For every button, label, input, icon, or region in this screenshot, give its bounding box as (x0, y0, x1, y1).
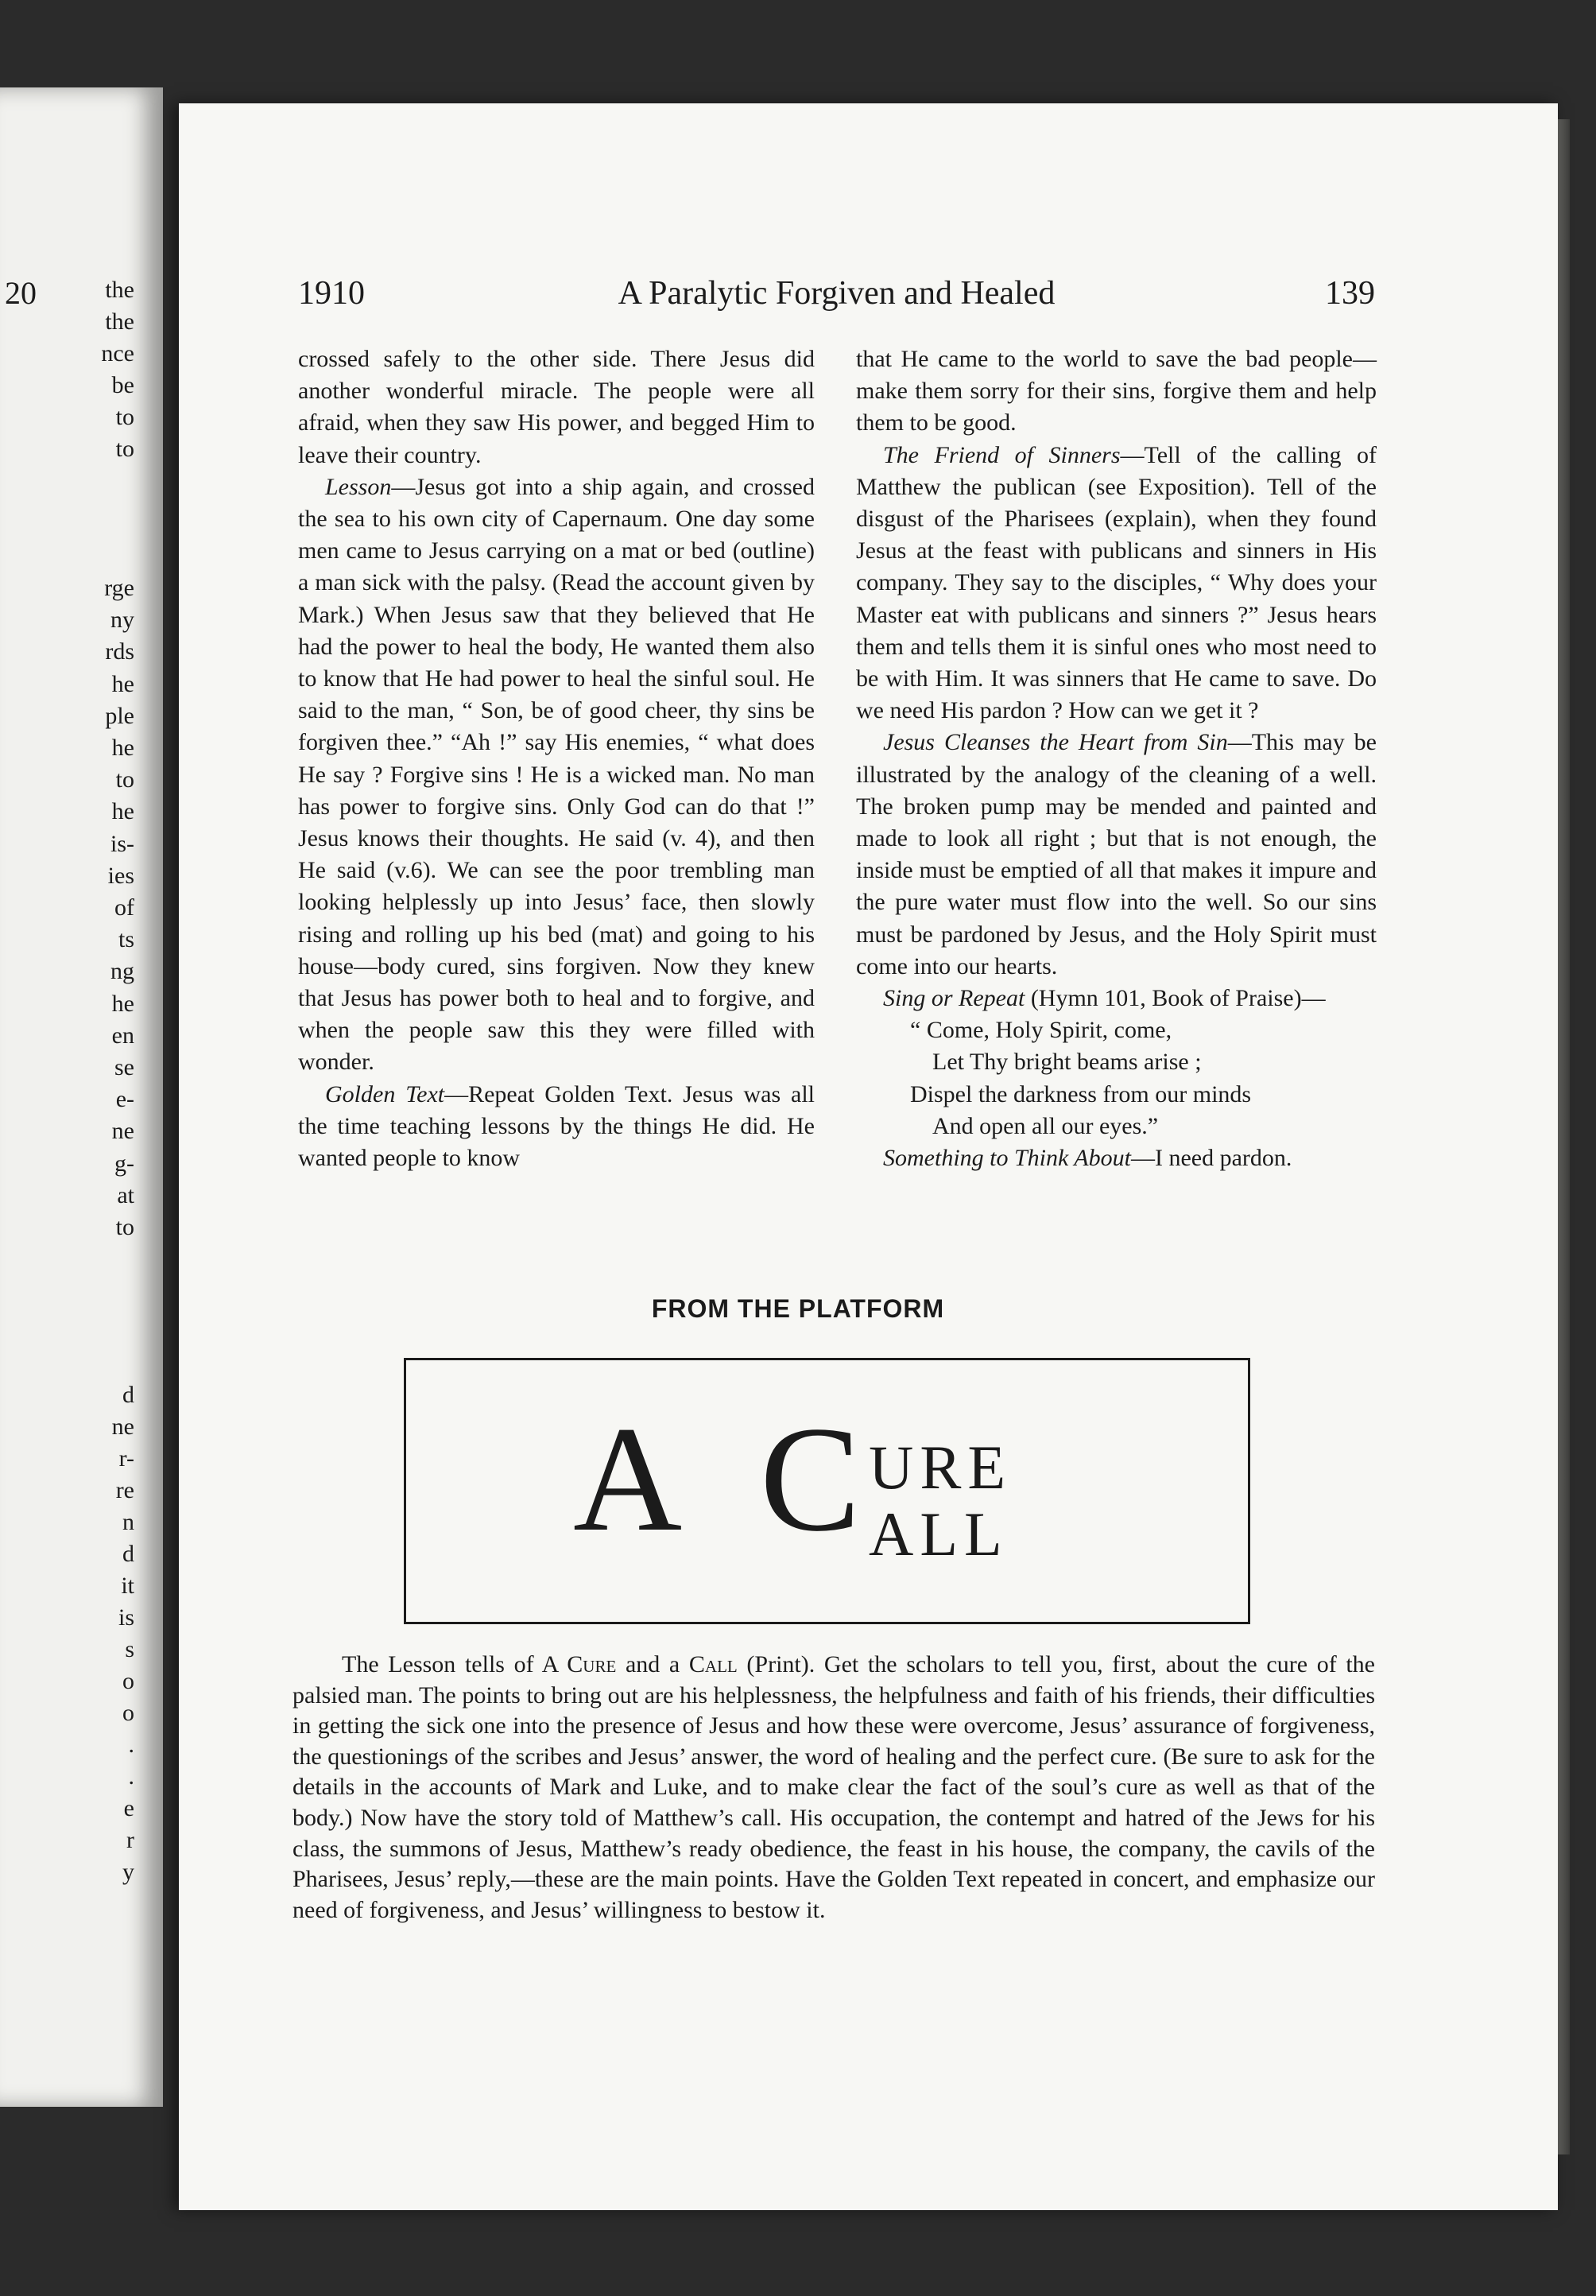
verse-line: Let Thy bright beams arise ; (932, 1049, 1202, 1076)
facing-page-fragment: ng (110, 958, 134, 985)
paragraph-text: —This may be illustrated by the analogy of the cleaning of a well. The broken pump may be mended and painted and made to look all right ; but that is not enough, the inside must be emptied of all that makes it impure and the pure water must flow into the well. So our sins must be pardoned by Jesus, and the Holy Spirit must come into our hearts. (856, 729, 1377, 979)
facing-page-fragment: be (111, 372, 134, 398)
paragraph-lead: Jesus Cleanses the Heart from Sin (883, 729, 1228, 756)
paragraph (856, 1142, 1377, 1174)
facing-page-fragment: it (121, 1573, 134, 1599)
paragraph-lead: The Friend of Sinners (883, 441, 1121, 468)
facing-page-fragment: he (111, 798, 134, 825)
facing-page-fragment: r- (118, 1445, 134, 1472)
facing-page-fragment: nce (101, 340, 134, 367)
verse-line: And open all our eyes.” (932, 1112, 1159, 1139)
platform-box (404, 1358, 1250, 1624)
paragraph-text: (Hymn 101, Book of Praise)— (1025, 985, 1326, 1012)
text: (Print). Get the scholars to tell you, first, about the cure of the palsied man. The points to bring out are his helplessness, the helpfulness and faith of his friends, their difficulties in getting the sick one into the presence of Jesus and how these were overcome, Jesus’ assurance of forgiveness, the questionings of the scribes and Jesus’ answer, the word of healing and the perfect cure. (Be sure to ask for the details in the accounts of Mark and Luke, and to make clear the fact of the soul’s cure as well as that of the body.) Now have the story told of Matthew’s call. His occupation, the contempt and hatred of the Jews for his class, the summons of Jesus, Matthew’s ready obedience, the feast in his house, the company, the cavils of the Pharisees, Jesus’ reply,—these are the main points. Have the Golden Text repeated in concert, and emphasize our need of forgiveness, and Jesus’ willingness to bestow it. (292, 1651, 1375, 1923)
facing-page-fragment: at (117, 1181, 134, 1208)
platform-letter-a: A (573, 1396, 683, 1563)
header-title: A Paralytic Forgiven and Healed (618, 275, 1056, 312)
platform-letter-c: C (760, 1396, 861, 1563)
paragraph-lead: Lesson (325, 473, 392, 500)
facing-page-fragment: d (122, 1541, 134, 1567)
facing-page-fragment: . (128, 1763, 134, 1790)
facing-page-fragment: he (111, 670, 134, 697)
facing-page-fragment: n (122, 1509, 134, 1535)
facing-page-fragment: ple (105, 702, 134, 729)
paragraph-lead: Something to Think About (883, 1145, 1131, 1172)
verse-line: Dispel the darkness from our minds (910, 1080, 1252, 1107)
paragraph-text: —I need pardon. (1130, 1145, 1292, 1172)
facing-page-fragment: ies (107, 862, 134, 889)
facing-page-fragment: s (125, 1636, 134, 1662)
facing-page-fragment: en (111, 1022, 134, 1049)
header-year: 1910 (298, 275, 365, 312)
text-cure: Cure (567, 1651, 617, 1677)
facing-page-fragment: rds (105, 638, 134, 665)
paragraph: crossed safely to the other side. There Jesus did another wonderful miracle. The people were all afraid, when they saw His power, and begged Him to leave their country. (298, 346, 815, 468)
facing-page-fragment: is- (110, 830, 134, 857)
facing-page-fragment: is (118, 1604, 134, 1631)
facing-page-fragment: re (115, 1477, 134, 1503)
paragraph-lead: Golden Text (325, 1080, 445, 1107)
paragraph-text: —Jesus got into a ship again, and crossed the sea to his own city of Capernaum. One day some men came to Jesus carrying on a mat or bed (outline) a man sick with the palsy. (Read the account given by Mark.) When Jesus saw that they believed that He had the power to heal the body, He wanted them also to know that He had power to heal the sinful soul. He said to the man, “ Son, be of good cheer, thy sins be forgiven thee.” “Ah !” say His enemies, “ what does He say ? Forgive sins ! He is a wicked man. No man has power to forgive sins. Only God can do that !” Jesus knows their thoughts. He said (v. 4), and then He said (v.6). We can see the poor trembling man looking helplessly up into Jesus’ face, then slowly rising and rolling up his bed (mat) and going to his house—body cured, sins forgiven. Now they knew that Jesus has power both to heal and to forgive, and when the people saw this they were filled with wonder. (298, 473, 815, 1076)
paragraph (856, 983, 1377, 1014)
facing-page-fragment: g- (114, 1150, 134, 1177)
paragraph-lead: Sing or Repeat (883, 985, 1025, 1012)
facing-page-fragment: . (128, 1732, 134, 1758)
paragraph (292, 1650, 1375, 1926)
facing-page-fragment: to (115, 404, 134, 430)
paragraph (856, 727, 1377, 983)
facing-page-fragment: y (122, 1859, 134, 1885)
facing-page-fragment: ne (111, 1118, 134, 1145)
paragraph (856, 440, 1377, 727)
facing-page (0, 87, 163, 2107)
facing-page-fragment: d (122, 1382, 134, 1408)
facing-page-fragment: e (123, 1795, 134, 1821)
facing-page-number: 20 (5, 275, 37, 311)
paragraph-text: —Tell of the calling of Matthew the publican (see Exposition). Tell of the disgust of the Pharisees (explain), when they found Jesus at the feast with publicans and sinners in His company. They say to the disciples, “ Why does your Master eat with publicans and sinners ?” Jesus hears them and tells them it is sinful ones who most need to be with Him. It was sinners that He came to save. Do we need His pardon ? How can we get it ? (856, 441, 1377, 724)
right-column (856, 343, 1377, 1174)
text-call: Call (688, 1651, 738, 1677)
left-column (298, 343, 815, 1174)
platform-word-all: ALL (869, 1499, 1009, 1569)
facing-page-fragment: ne (111, 1414, 134, 1440)
text: The Lesson tells of A (342, 1651, 568, 1677)
text: and a (616, 1651, 689, 1677)
facing-page-fragment: he (111, 990, 134, 1017)
platform-explanation (292, 1650, 1375, 1926)
header-page-number: 139 (1325, 275, 1375, 312)
facing-page-fragment: o (122, 1668, 134, 1694)
paragraph-text: —Repeat Golden Text. Jesus was all the time teaching lessons by the things He did. He wanted people to know (298, 1080, 815, 1172)
facing-page-fragment: to (115, 1214, 134, 1240)
facing-page-fragment: he (111, 735, 134, 761)
facing-page-fragment: to (115, 436, 134, 462)
paragraph (298, 1079, 815, 1175)
facing-page-fragment: r (126, 1827, 134, 1853)
facing-page-fragment: the (105, 277, 134, 303)
facing-page-fragment: ny (110, 607, 134, 634)
platform-word-ure: URE (869, 1433, 1012, 1502)
facing-page-fragment: of (114, 894, 134, 921)
verse-line: “ Come, Holy Spirit, come, (910, 1017, 1172, 1044)
running-header (298, 274, 1375, 314)
facing-page-fragment: to (115, 766, 134, 793)
paragraph (298, 471, 815, 1079)
paragraph: that He came to the world to save the bad people—make them sorry for their sins, forgive them and help them to be good. (856, 346, 1377, 436)
section-heading: FROM THE PLATFORM (651, 1294, 945, 1323)
facing-page-fragment: rge (104, 575, 134, 601)
facing-page-fragment: ts (118, 926, 134, 953)
facing-page-fragment: o (122, 1700, 134, 1726)
facing-page-fragment: the (105, 308, 134, 335)
facing-page-fragment: e- (115, 1086, 134, 1113)
facing-page-fragment: se (114, 1054, 134, 1080)
